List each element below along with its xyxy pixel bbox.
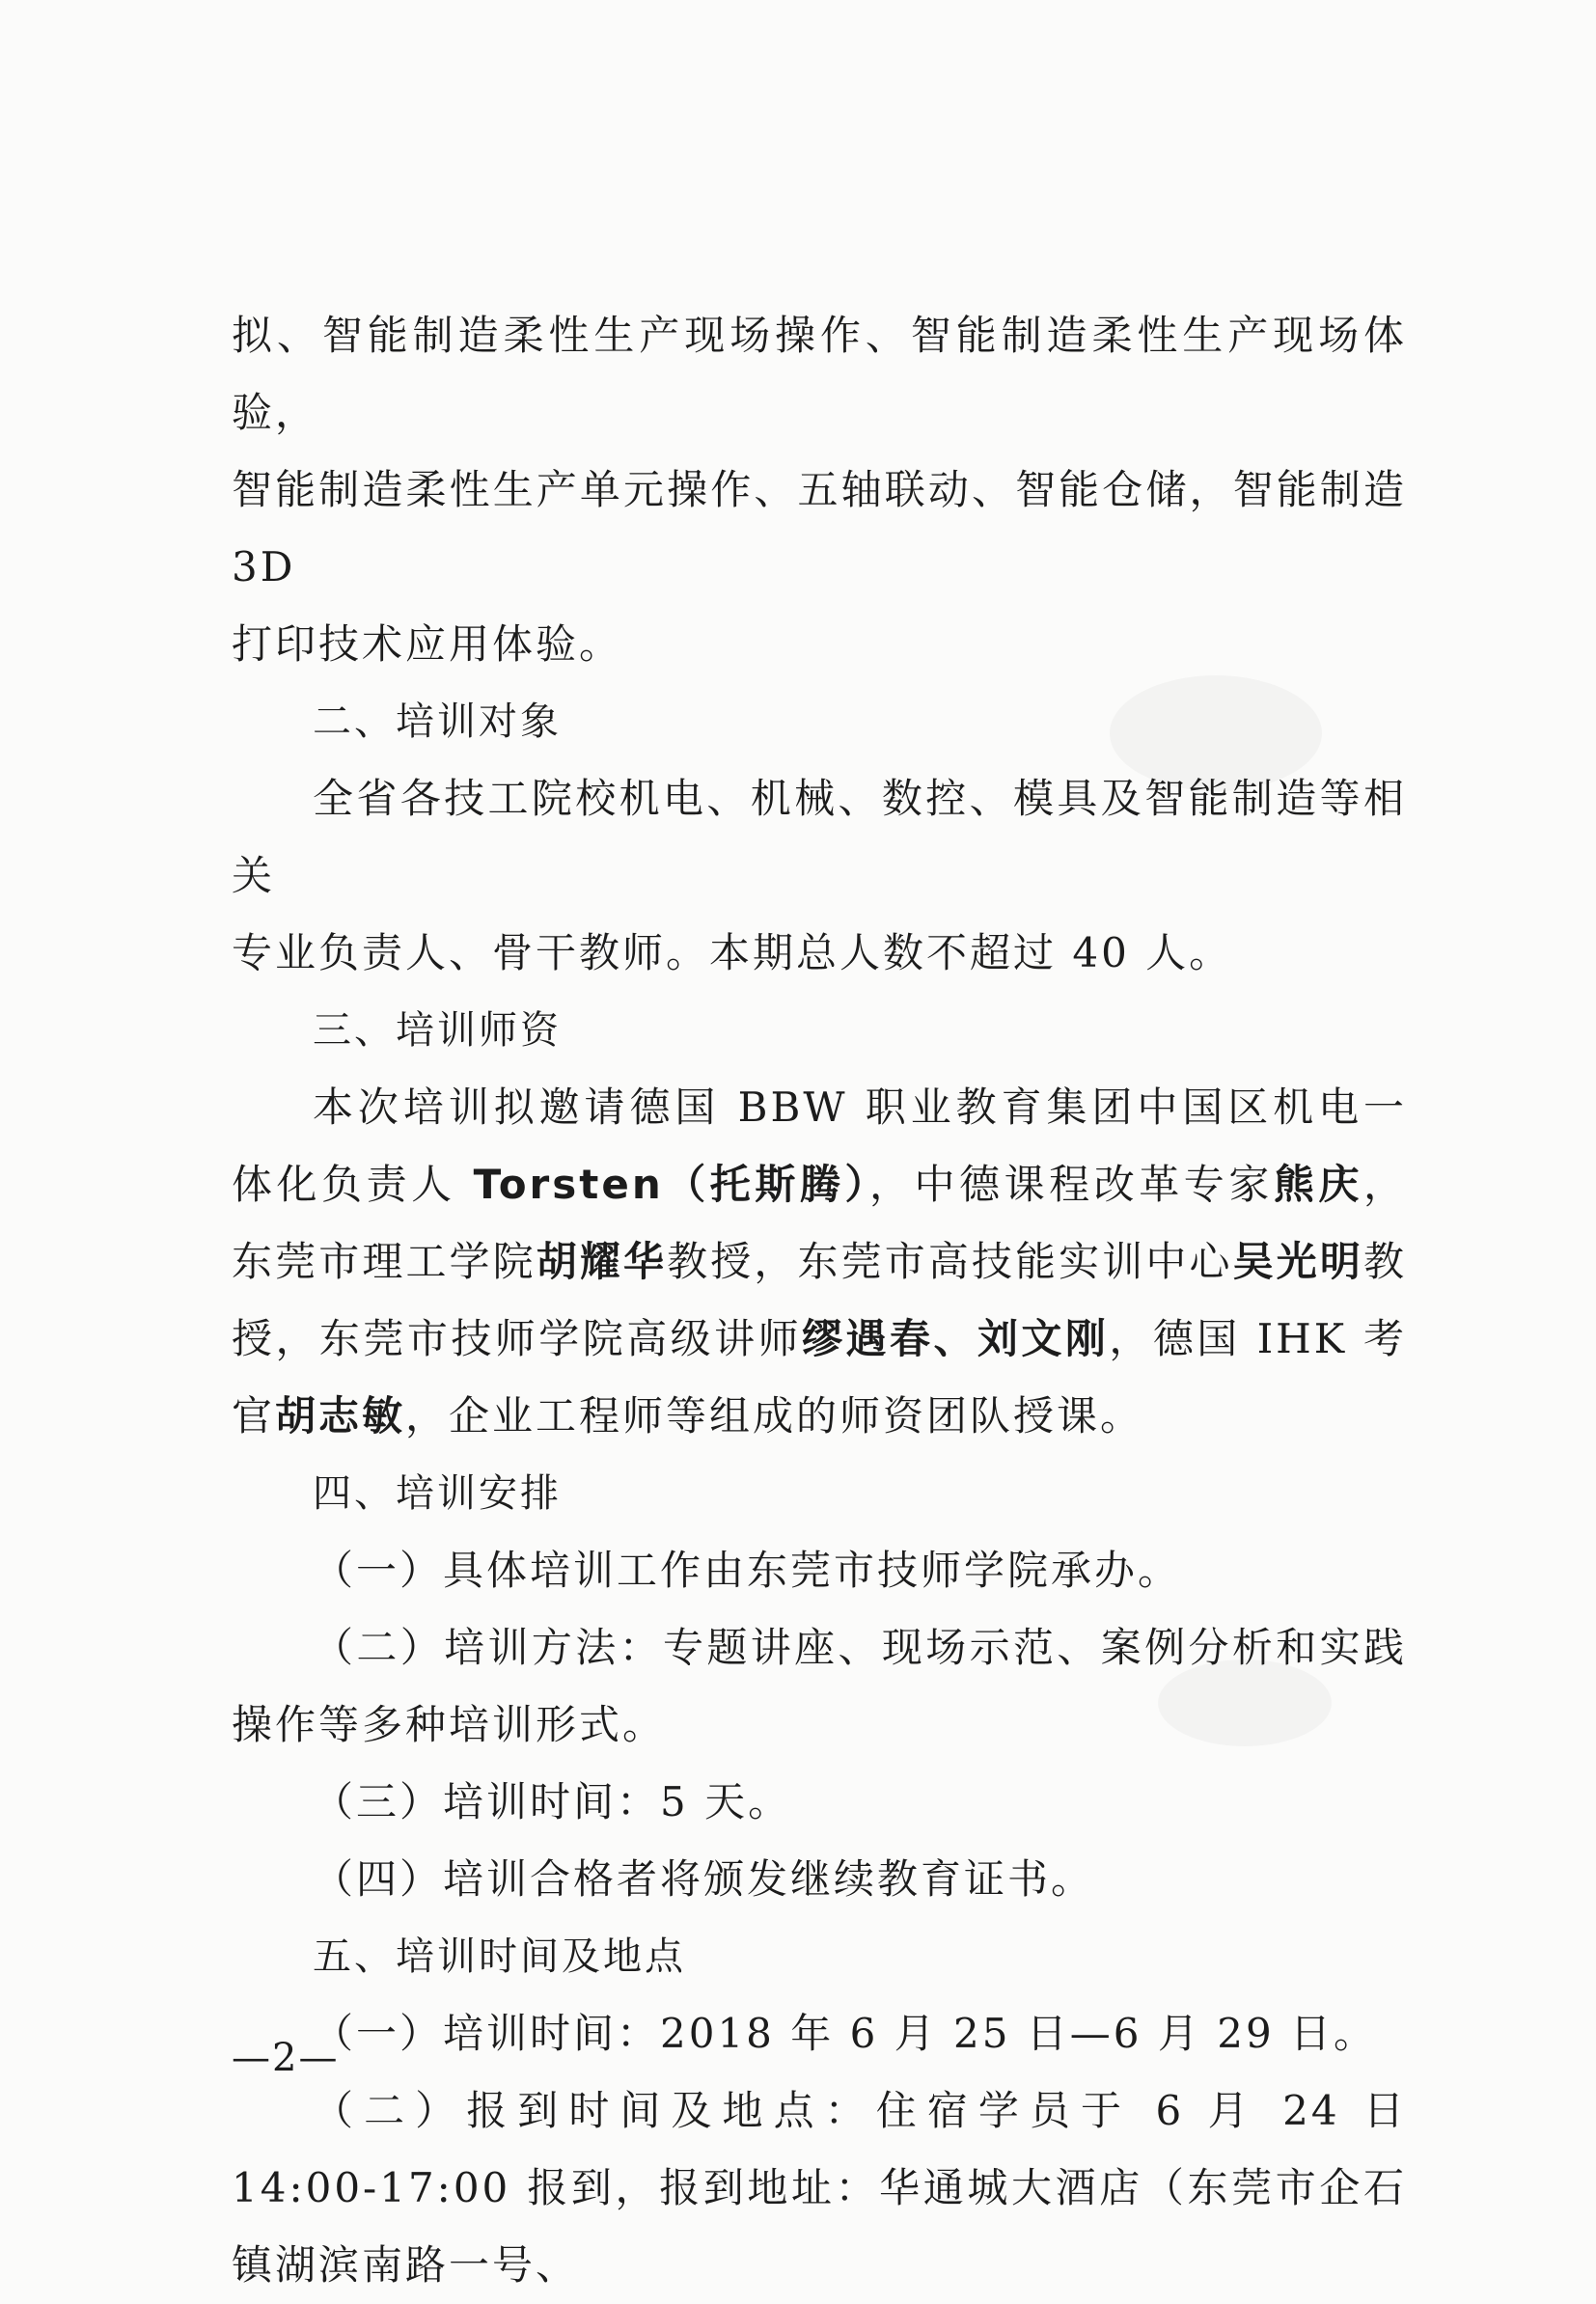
section-2-line-2: 专业负责人、骨干教师。本期总人数不超过 40 人。 (232, 929, 1233, 976)
document-body (232, 297, 1407, 2304)
s3-text-5: 教授，东莞市高技能实训中心 (667, 1238, 1233, 1285)
instructor-name-wu: 吴光明 (1232, 1238, 1363, 1285)
section-3-paragraph (232, 1069, 1407, 1455)
s3-text-2: 负责人 (321, 1161, 474, 1208)
s3-text-3: ，中德课程改革专家 (868, 1161, 1274, 1208)
s3-text-4: ，东莞市理工学院 (232, 1161, 1407, 1285)
instructor-name-hu-yaohua: 胡耀华 (536, 1238, 668, 1285)
section-5-heading: 五、培训时间及地点 (313, 1934, 686, 1979)
instructor-name-xiong: 熊庆 (1273, 1161, 1363, 1208)
section-2-line-1: 全省各技工院校机电、机械、数控、模具及智能制造等相关 (232, 775, 1407, 899)
s3-text-8: ，企业工程师等组成的师资团队授课。 (405, 1392, 1144, 1440)
instructor-name-torsten: Torsten（托斯腾） (473, 1161, 869, 1208)
section-4-item-2: （二）培训方法：专题讲座、现场示范、案例分析和实践操作等多种培训形式。 (232, 1624, 1407, 1748)
intro-line-3: 打印技术应用体验。 (232, 620, 623, 668)
section-5-item-2: （二）报到时间及地点：住宿学员于 6 月 24 日 14:00-17:00 报到，报到地址：华通城大酒店（东莞市企石镇湖滨南路一号、 (232, 2087, 1407, 2289)
intro-line-2: 智能制造柔性生产单元操作、五轴联动、智能仓储，智能制造 3D (232, 466, 1407, 590)
section-4-item-1: （一）具体培训工作由东莞市技师学院承办。 (313, 1547, 1182, 1594)
section-4-item-4: （四）培训合格者将颁发继续教育证书。 (313, 1855, 1095, 1903)
section-2-heading: 二、培训对象 (313, 699, 562, 744)
section-5-item-1: （一）培训时间：2018 年 6 月 25 日—6 月 29 日。 (313, 2010, 1378, 2057)
instructor-name-miao-liu: 缪遇春、刘文刚 (802, 1315, 1110, 1362)
s3-text-6: 教授，东莞市技师学院高级讲师 (232, 1238, 1407, 1362)
s3-text-1: 本次培训拟邀请德国 BBW 职业教育集团中国区机电一体化 (232, 1083, 1407, 1208)
section-4-heading: 四、培训安排 (313, 1471, 562, 1516)
instructor-name-hu-zhimin: 胡志敏 (275, 1392, 406, 1440)
section-4-item-3: （三）培训时间：5 天。 (313, 1778, 792, 1825)
section-2-paragraph (232, 760, 1407, 992)
intro-line-1: 拟、智能制造柔性生产现场操作、智能制造柔性生产现场体验， (232, 312, 1407, 436)
intro-paragraph (232, 297, 1407, 683)
section-3-heading: 三、培训师资 (313, 1008, 562, 1053)
s3-text-7: ，德国 IHK 考官 (232, 1315, 1407, 1440)
page-number: —2— (232, 2036, 340, 2080)
